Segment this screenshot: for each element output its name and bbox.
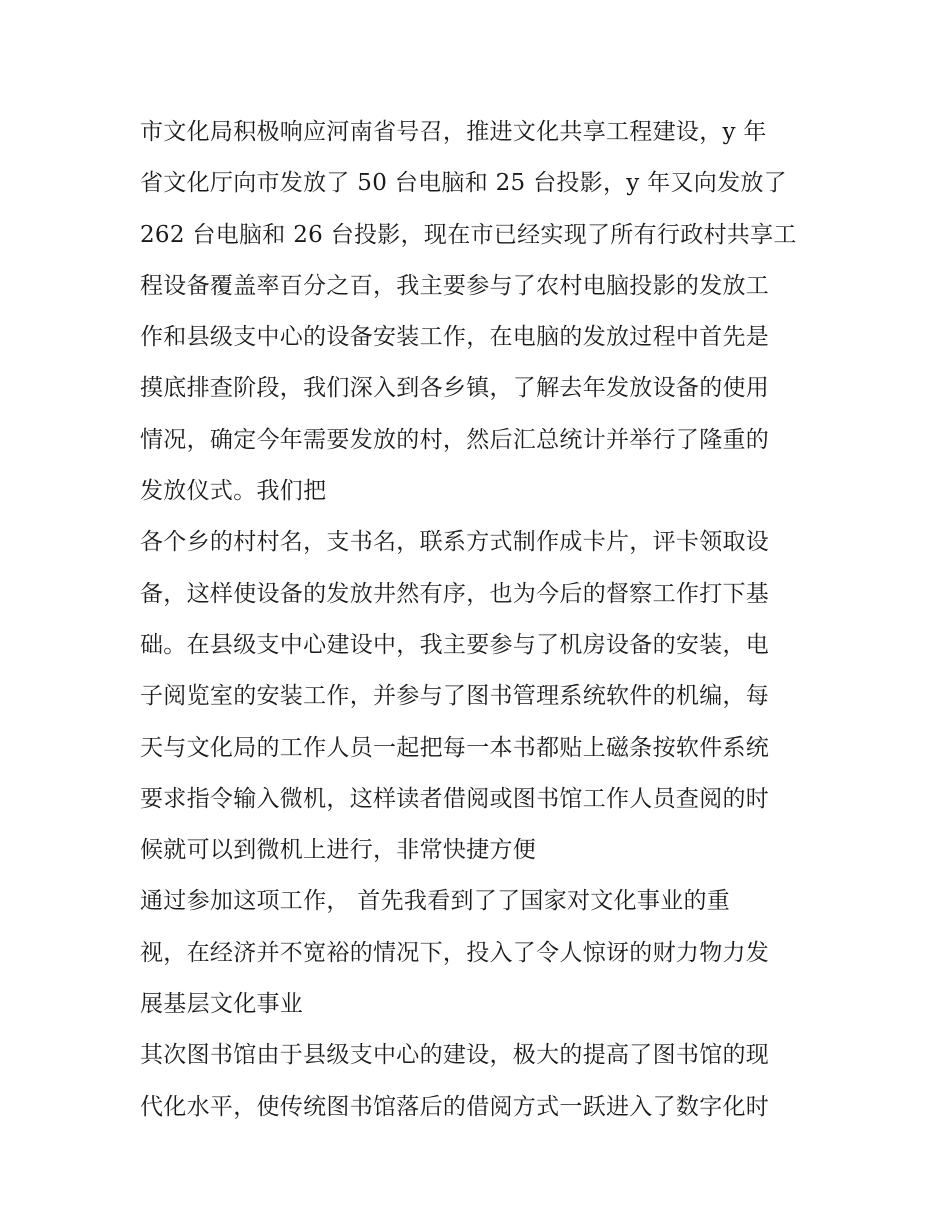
body-text (140, 107, 820, 1133)
text-line: 各个乡的村村名，支书名，联系方式制作成卡片，评卡领取设 (140, 529, 770, 556)
text-line: 视，在经济并不宽裕的情况下，投入了令人惊讶的财力物力发 (140, 939, 770, 966)
text-line: 要求指令输入微机，这样读者借阅或图书馆工作人员查阅的时 (140, 785, 770, 812)
text-line: 市文化局积极响应河南省号召，推进文化共享工程建设，y 年 (140, 119, 767, 145)
text-line: 省文化厅向市发放了 50 台电脑和 25 台投影，y 年又向发放了 (140, 170, 787, 197)
text-line: 程设备覆盖率百分之百，我主要参与了农村电脑投影的发放工 (140, 272, 770, 299)
text-line: 子阅览室的安装工作，并参与了图书管理系统软件的机编，每 (140, 683, 770, 710)
text-line: 通过参加这项工作， 首先我看到了了国家对文化事业的重 (140, 888, 731, 915)
text-line: 作和县级支中心的设备安装工作，在电脑的发放过程中首先是 (140, 324, 770, 351)
text-line: 备，这样使设备的发放井然有序，也为今后的督察工作打下基 (140, 580, 770, 607)
text-line: 发放仪式。我们把 (140, 478, 327, 505)
text-line: 262 台电脑和 26 台投影，现在市已经实现了所有行政村共享工 (140, 221, 797, 248)
text-line: 天与文化局的工作人员一起把每一本书都贴上磁条按软件系统 (140, 734, 770, 761)
text-line: 摸底排查阶段，我们深入到各乡镇，了解去年发放设备的使用 (140, 375, 770, 402)
text-line: 展基层文化事业 (140, 991, 304, 1018)
text-line: 代化水平，使传统图书馆落后的借阅方式一跃进入了数字化时 (140, 1093, 770, 1120)
text-line: 其次图书馆由于县级支中心的建设，极大的提高了图书馆的现 (140, 1042, 770, 1069)
text-line: 础。在县级支中心建设中，我主要参与了机房设备的安装，电 (140, 631, 770, 658)
text-line: 情况，确定今年需要发放的村，然后汇总统计并举行了隆重的 (140, 426, 770, 453)
text-line: 候就可以到微机上进行，非常快捷方便 (140, 837, 537, 864)
